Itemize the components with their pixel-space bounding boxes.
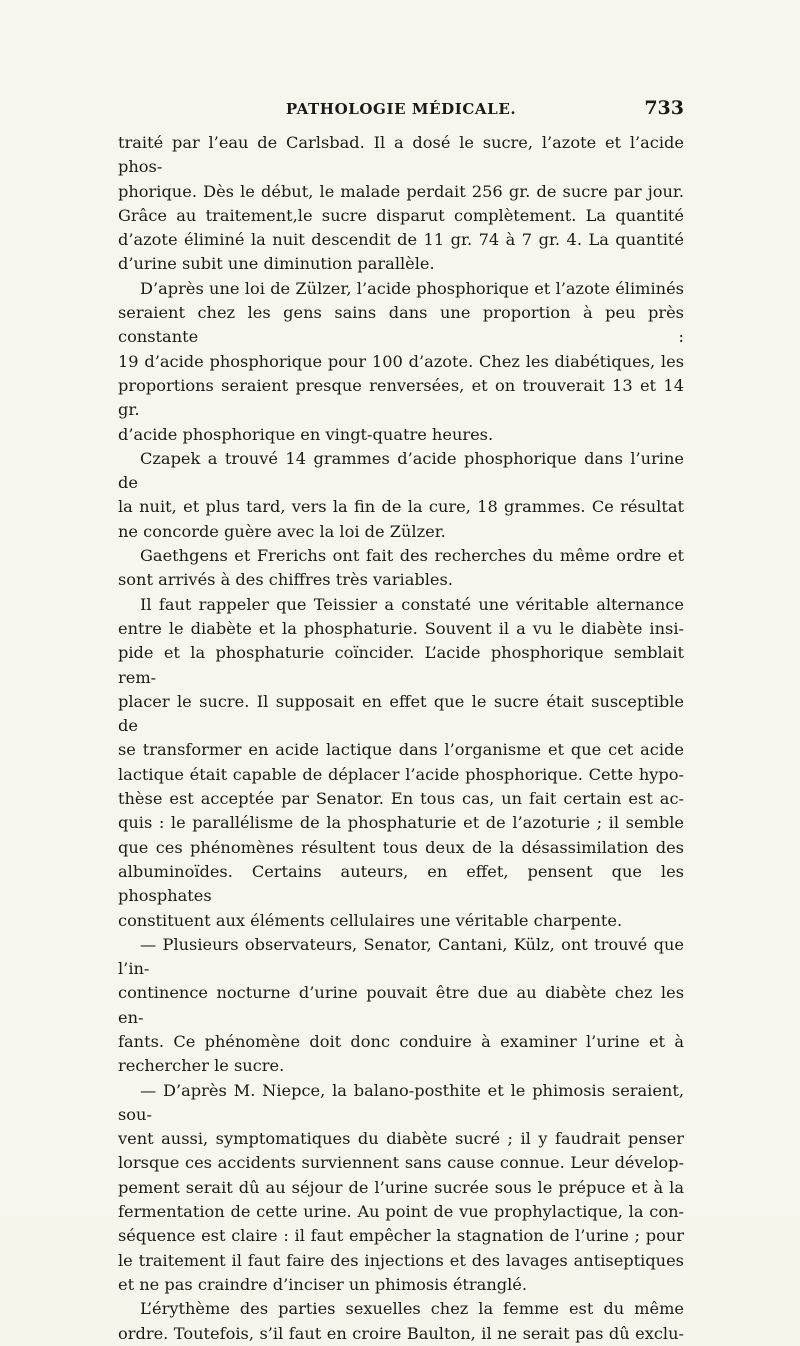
text-line: phorique. Dès le début, le malade perdait 256 gr. de sucre par jour.	[118, 181, 684, 201]
text-line: vent aussi, symptomatiques du diabète sucré ; il y faudrait penser	[118, 1129, 684, 1149]
text-line: placer le sucre. Il supposait en effet que le sucre était susceptible de	[118, 691, 684, 736]
text-line: Czapek a trouvé 14 grammes d’acide phosphorique dans l’urine de	[118, 448, 684, 493]
paragraph	[118, 544, 684, 593]
text-line: traité par l’eau de Carlsbad. Il a dosé le sucre, l’azote et l’acide phos-	[118, 133, 684, 177]
text-line: D’après une loi de Zülzer, l’acide phosphorique et l’azote éliminés	[140, 278, 684, 298]
text-line: d’azote éliminé la nuit descendit de 11 gr. 74 à 7 gr. 4. La quantité	[118, 230, 684, 250]
text-line: quis : le parallélisme de la phosphaturie et de l’azoturie ; il semble	[118, 813, 684, 833]
text-line: — Plusieurs observateurs, Senator, Cantani, Külz, ont trouvé que l’in-	[118, 934, 684, 979]
paragraph	[118, 131, 684, 277]
text-line: Il faut rappeler que Teissier a constaté une véritable alternance	[140, 594, 684, 614]
text-line: le traitement il faut faire des injections et des lavages antiseptiques	[118, 1250, 684, 1270]
text-line: L’érythème des parties sexuelles chez la femme est du même	[140, 1299, 684, 1319]
text-line: d’acide phosphorique en vingt-quatre heures.	[118, 424, 494, 444]
text-line: — D’après M. Niepce, la balano-posthite et le phimosis seraient, sou-	[118, 1080, 684, 1124]
text-line: sont arrivés à des chiffres très variables.	[118, 570, 453, 590]
text-line: lorsque ces accidents surviennent sans cause connue. Leur dévelop-	[118, 1153, 684, 1173]
text-line: la nuit, et plus tard, vers la fin de la cure, 18 grammes. Ce résultat	[118, 497, 684, 517]
text-line: que ces phénomènes résultent tous deux de la désassimilation des	[118, 837, 684, 857]
text-line: et ne pas craindre d’inciser un phimosis étranglé.	[118, 1274, 528, 1294]
text-line: ne concorde guère avec la loi de Zülzer.	[118, 521, 446, 541]
text-line: séquence est claire : il faut empêcher la stagnation de l’urine ; pour	[118, 1226, 684, 1246]
text-line: thèse est acceptée par Senator. En tous cas, un fait certain est ac-	[118, 789, 684, 809]
text-line: pide et la phosphaturie coïncider. L’acide phosphorique semblait rem-	[118, 643, 684, 687]
paragraph	[118, 1297, 684, 1346]
running-title: PATHOLOGIE MÉDICALE.	[285, 100, 517, 118]
text-line: fermentation de cette urine. Au point de vue prophylactique, la con-	[118, 1202, 684, 1222]
text-line: pement serait dû au séjour de l’urine sucrée sous le prépuce et à la	[118, 1177, 684, 1197]
text-line: seraient chez les gens sains dans une proportion à peu près constante :	[118, 303, 684, 347]
text-line: Gaethgens et Frerichs ont fait des recherches du même ordre et	[140, 546, 684, 566]
text-line: albuminoïdes. Certains auteurs, en effet, pensent que les phosphates	[118, 861, 684, 906]
text-line: Grâce au traitement,le sucre disparut complètement. La quantité	[118, 205, 684, 225]
paragraph	[118, 593, 684, 933]
text-line: proportions seraient presque renversées, et on trouverait 13 et 14 gr.	[118, 375, 684, 420]
paragraph	[118, 933, 684, 1079]
text-line: fants. Ce phénomène doit donc conduire à examiner l’urine et à	[118, 1031, 684, 1051]
paragraph	[118, 1079, 684, 1298]
text-line: ordre. Toutefois, s’il faut en croire Baulton, il ne serait pas dû exclu-	[118, 1323, 684, 1343]
text-line: se transformer en acide lactique dans l’organisme et que cet acide	[118, 740, 684, 760]
text-line: entre le diabète et la phosphaturie. Souvent il a vu le diabète insi-	[118, 618, 684, 638]
paragraph	[118, 277, 684, 447]
text-line: continence nocturne d’urine pouvait être due au diabète chez les en-	[118, 983, 684, 1027]
text-line: rechercher le sucre.	[118, 1056, 285, 1076]
page-header	[118, 97, 684, 126]
paragraph	[118, 447, 684, 544]
page-number: 733	[644, 97, 684, 119]
text-line: lactique était capable de déplacer l’acide phosphorique. Cette hypo-	[118, 764, 684, 784]
text-line: d’urine subit une diminution parallèle.	[118, 254, 435, 274]
text-line: constituent aux éléments cellulaires une véritable charpente.	[118, 910, 623, 930]
body-text	[118, 131, 684, 1346]
text-line: 19 d’acide phosphorique pour 100 d’azote. Chez les diabétiques, les	[118, 351, 684, 371]
